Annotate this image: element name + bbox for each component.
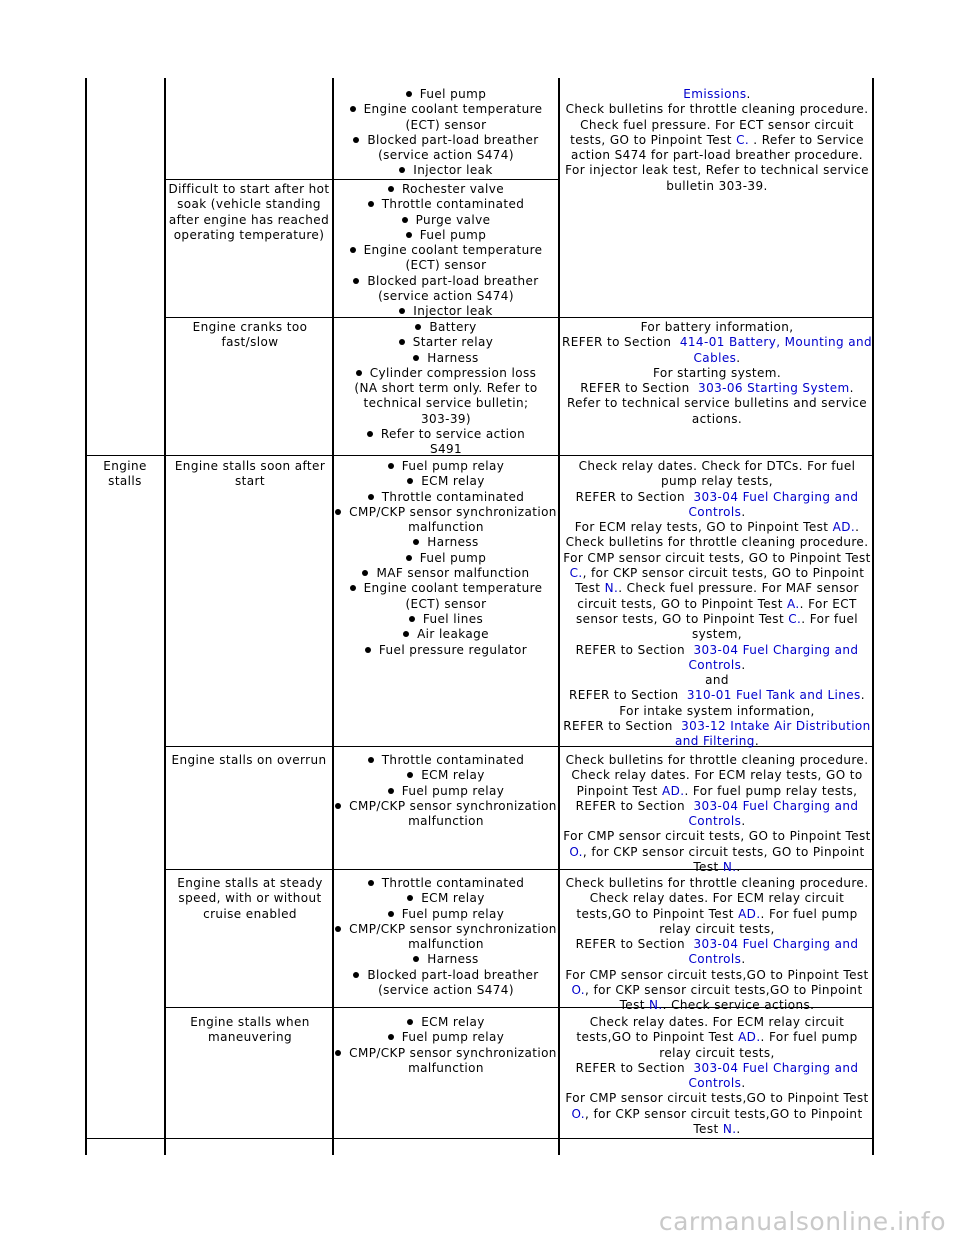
cause-item: Blocked part-load breather (service action S474) (334, 968, 558, 999)
link-pinpoint-a[interactable]: A. (787, 596, 800, 611)
link-pinpoint-n[interactable]: N. (604, 581, 619, 596)
link-pinpoint-c[interactable]: C. (788, 611, 802, 626)
bullet-icon (399, 308, 405, 314)
bullet-icon (388, 911, 394, 917)
bullet-icon (413, 539, 419, 545)
bullet-icon (407, 478, 413, 484)
cause-item: Fuel pump relay (334, 784, 558, 799)
condition-cell: Engine stalls when maneuvering (190, 1015, 310, 1045)
link-section-303-04[interactable]: 303-04 Fuel Charging and Controls (688, 1060, 859, 1091)
grid-line (872, 78, 874, 1155)
cause-item: Purge valve (334, 213, 558, 228)
causes-cell (334, 1015, 558, 1076)
condition-cell: Difficult to start after hot soak (vehicle standing after engine has reached operating temperature) (168, 182, 330, 242)
link-pinpoint-c[interactable]: C. (736, 132, 750, 147)
link-section-303-04[interactable]: 303-04 Fuel Charging and Controls (688, 937, 859, 967)
cause-item: Harness (334, 351, 558, 366)
action-cell: For battery information, REFER to Section 414-01 Battery, Mounting and Cables. For starting system. REFER to Section 303-06 Starting System. Refer to technical service bulletins and service actions. (562, 320, 872, 426)
bullet-icon (409, 616, 415, 622)
bullet-icon (368, 757, 374, 763)
cause-item: CMP/CKP sensor synchronization malfunction (334, 1046, 558, 1077)
grid-line (85, 78, 87, 1155)
bullet-icon (367, 431, 373, 437)
cause-item: ECM relay (334, 768, 558, 783)
condition-cell: Engine stalls soon after start (174, 459, 326, 489)
cause-item: Harness (334, 535, 558, 550)
grid-line (164, 179, 558, 180)
action-cell: Check relay dates. For ECM relay circuit tests,GO to Pinpoint Test AD.. For fuel pump relay circuit tests, REFER to Section 303-04 Fuel Charging and Controls. For CMP sensor circuit tests,GO to Pinpoint Test O., for CKP sensor circuit tests,GO to Pinpoint Test N.. (565, 1015, 869, 1137)
bullet-icon (407, 772, 413, 778)
link-section-303-06[interactable]: 303-06 Starting System (698, 381, 850, 396)
bullet-icon (335, 509, 341, 515)
bullet-icon (368, 880, 374, 886)
cause-item: Throttle contaminated (334, 753, 558, 768)
link-section-303-04[interactable]: 303-04 Fuel Charging and Controls (688, 489, 859, 519)
bullet-icon (388, 186, 394, 192)
cause-item: CMP/CKP sensor synchronization malfunction (334, 922, 558, 953)
bullet-icon (353, 278, 359, 284)
causes-cell (334, 182, 558, 320)
bullet-icon (353, 137, 359, 143)
bullet-icon (402, 217, 408, 223)
cause-item: Injector leak (334, 163, 558, 178)
cause-item: CMP/CKP sensor synchronization malfunction (334, 799, 558, 830)
bullet-icon (406, 232, 412, 238)
bullet-icon (413, 355, 419, 361)
bullet-icon (403, 631, 409, 637)
bullet-icon (406, 91, 412, 97)
bullet-icon (356, 370, 362, 376)
cause-item: ECM relay (334, 474, 558, 489)
grid-line (558, 78, 560, 1155)
causes-cell (334, 87, 558, 179)
condition-cell: Engine stalls at steady speed, with or without cruise enabled (177, 876, 323, 921)
action-cell: Check bulletins for throttle cleaning procedure. Check relay dates. For ECM relay circuit tests,GO to Pinpoint Test AD.. For fuel pump relay circuit tests, REFER to Section 303-04 Fuel Charging and Controls. For CMP sensor circuit tests,GO to Pinpoint Test O., for CKP sensor circuit tests,GO to Pinpoint Test N.. Check service actions. (565, 876, 869, 1013)
bullet-icon (406, 555, 412, 561)
bullet-icon (353, 972, 359, 978)
cause-item: Air leakage (334, 627, 558, 642)
bullet-icon (415, 324, 421, 330)
cause-item: Fuel pump relay (334, 907, 558, 922)
bullet-icon (388, 1034, 394, 1040)
link-pinpoint-ad[interactable]: AD. (738, 906, 761, 921)
link-pinpoint-c[interactable]: C. (569, 566, 583, 581)
condition-cell: Engine stalls on overrun (171, 753, 327, 767)
cause-item: Fuel pump relay (334, 459, 558, 474)
link-section-414-01[interactable]: 414-01 Battery, Mounting and Cables (679, 335, 872, 365)
bullet-icon (368, 494, 374, 500)
grid-line (86, 1138, 874, 1139)
bullet-icon (335, 803, 341, 809)
cause-item: Harness (334, 952, 558, 967)
bullet-icon (365, 647, 371, 653)
causes-cell (334, 459, 558, 658)
bullet-icon (407, 1019, 413, 1025)
link-pinpoint-ad[interactable]: AD. (832, 520, 856, 535)
cause-item: Cylinder compression loss (NA short term only. Refer to technical service bulletin; 303-39) (354, 365, 538, 426)
causes-cell (334, 753, 558, 829)
cause-item: Engine coolant temperature (ECT) sensor (334, 243, 558, 274)
link-section-303-12[interactable]: 303-12 Intake Air Distribution and Filtering (674, 719, 871, 749)
link-section-303-04[interactable]: 303-04 Fuel Charging and Controls (688, 642, 859, 672)
link-pinpoint-ad[interactable]: AD. (738, 1030, 761, 1045)
bullet-icon (388, 788, 394, 794)
link-pinpoint-o[interactable]: O. (571, 1106, 586, 1121)
cause-item: MAF sensor malfunction (334, 566, 558, 581)
watermark: carmanualsonline.info (658, 1207, 946, 1236)
link-pinpoint-ad[interactable]: AD. (662, 783, 685, 798)
cause-item: Fuel pump (334, 551, 558, 566)
link-pinpoint-n[interactable]: N. (722, 1122, 737, 1137)
bullet-icon (368, 201, 374, 207)
cause-item: Throttle contaminated (334, 490, 558, 505)
bullet-icon (399, 167, 405, 173)
cause-item: Battery (334, 320, 558, 335)
bullet-icon (399, 339, 405, 345)
link-pinpoint-o[interactable]: O. (571, 983, 586, 998)
link-section-310-01[interactable]: 310-01 Fuel Tank and Lines (686, 688, 861, 703)
cause-item: Engine coolant temperature (ECT) sensor (334, 102, 558, 133)
bullet-icon (350, 106, 356, 112)
cause-item: Rochester valve (334, 182, 558, 197)
cause-item: Refer to service action S491 (334, 427, 558, 458)
cause-item: Fuel pump relay (334, 1030, 558, 1045)
action-cell: Check bulletins for throttle cleaning procedure. Check relay dates. For ECM relay tests, GO to Pinpoint Test AD.. For fuel pump relay tests, REFER to Section 303-04 Fuel Charging and Controls. For CMP sensor circuit tests, GO to Pinpoint Test O., for CKP sensor circuit tests, GO to Pinpoint Test N.. (563, 753, 871, 875)
cause-item: Fuel lines (334, 612, 558, 627)
cause-item: CMP/CKP sensor synchronization malfunction (334, 505, 558, 536)
link-section-303-04[interactable]: 303-04 Fuel Charging and Controls (688, 798, 859, 829)
action-cell: Emissions. Check bulletins for throttle cleaning procedure. Check fuel pressure. For ECT sensor circuit tests, GO to Pinpoint Test C. . Refer to Service action S474 for part-load breather procedure. For injector leak test, Refer to technical service bulletin 303-39. (565, 87, 869, 193)
bullet-icon (362, 570, 368, 576)
cause-item: Blocked part-load breather (service action S474) (334, 133, 558, 164)
bullet-icon (335, 1050, 341, 1056)
cause-item: Fuel pump (334, 228, 558, 243)
bullet-icon (350, 585, 356, 591)
cause-item: Blocked part-load breather (service action S474) (334, 274, 558, 305)
causes-cell (334, 320, 558, 458)
cause-item: Injector leak (334, 304, 558, 319)
symptom-cell: Engine stalls (103, 459, 147, 489)
cause-item: Starter relay (334, 335, 558, 350)
bullet-icon (413, 956, 419, 962)
condition-cell: Engine cranks too fast/slow (192, 320, 308, 350)
cause-item: Engine coolant temperature (ECT) sensor (334, 581, 558, 612)
action-cell: Check relay dates. Check for DTCs. For fuel pump relay tests, REFER to Section 303-04 Fuel Charging and Controls. For ECM relay tests, GO to Pinpoint Test AD.. Check bulletins for throttle cleaning procedure. For CMP sensor circuit tests, GO to Pinpoint Test C., for CKP sensor circuit tests, GO to Pinpoint Test N.. Check fuel pressure. For MAF sensor circuit tests, GO to Pinpoint Test A.. For ECT sensor tests, GO to Pinpoint Test C.. For fuel system, REFER to Section 303-04 Fuel Charging and Controls. and REFER to Section 310-01 Fuel Tank and Lines. For intake system information, REFER to Section 303-12 Intake Air Distribution and Filtering. (563, 459, 871, 749)
cause-item: ECM relay (334, 891, 558, 906)
bullet-icon (388, 463, 394, 469)
link-emissions[interactable]: Emissions (683, 87, 747, 101)
link-pinpoint-o[interactable]: O. (569, 844, 583, 859)
bullet-icon (335, 926, 341, 932)
bullet-icon (350, 247, 356, 253)
cause-item: Throttle contaminated (334, 876, 558, 891)
link-pinpoint-n[interactable]: N. (649, 998, 663, 1013)
cause-item: Fuel pump (334, 87, 558, 102)
cause-item: ECM relay (334, 1015, 558, 1030)
cause-item: Fuel pressure regulator (334, 643, 558, 658)
link-pinpoint-n[interactable]: N. (722, 860, 737, 875)
cause-item: Throttle contaminated (334, 197, 558, 212)
bullet-icon (407, 895, 413, 901)
causes-cell (334, 876, 558, 998)
